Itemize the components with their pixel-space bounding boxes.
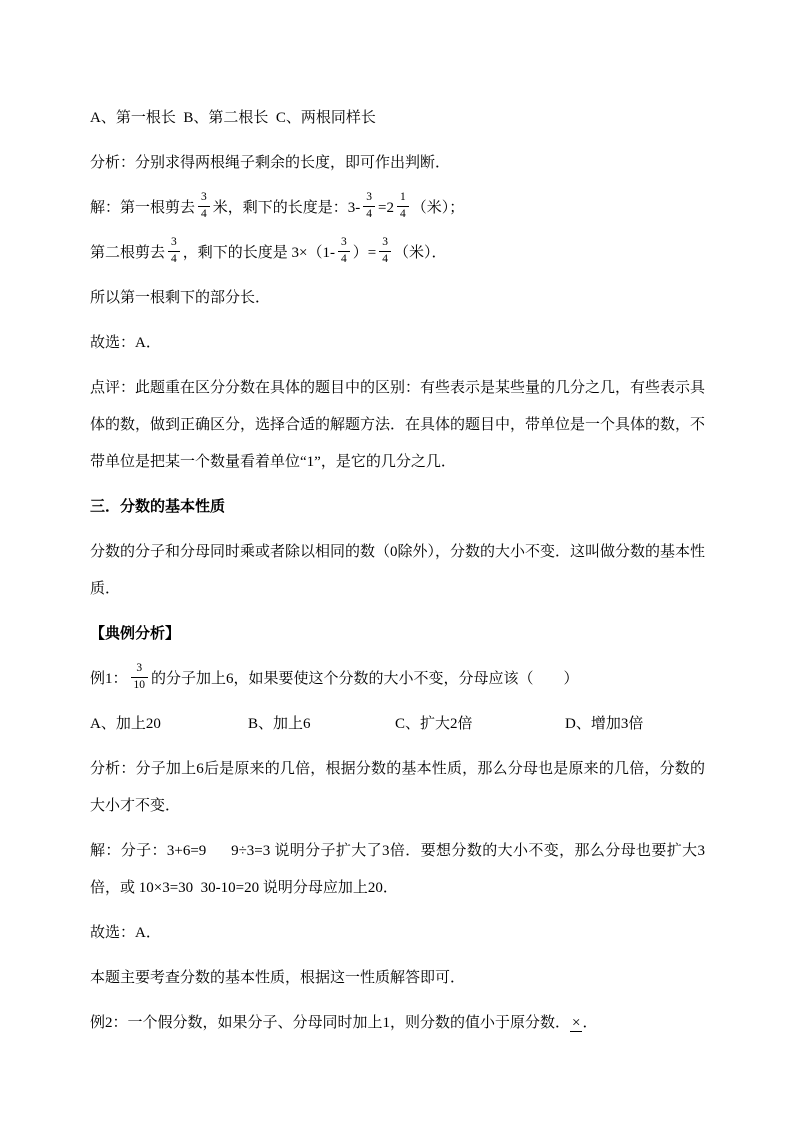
fraction-three-fourths <box>168 236 180 267</box>
denominator: 4 <box>201 208 207 221</box>
solution-paragraph-3: 解：分子：3+6=9 9÷3=3 说明分子扩大了3倍．要想分数的大小不变，那么分母也要扩大3倍，或 10×3=30 30-10=20 说明分母应加上20． <box>90 843 705 896</box>
answer-line-1: 故选：A． <box>90 335 161 351</box>
option-a: A、加上20 <box>90 716 161 732</box>
option-d: D、增加3倍 <box>565 716 644 732</box>
text-run: ． <box>582 1015 598 1031</box>
analysis-paragraph-2: 分析：分子加上6后是原来的几倍，根据分数的基本性质，那么分母也是原来的几倍，分数的大小才不变． <box>90 761 705 814</box>
comment-paragraph-1: 点评：此题重在区分分数在具体的题目中的区别：有些表示是某些量的几分之几，有些表示具体的数，做到正确区分，选择合适的解题方法．在具体的题目中，带单位是一个具体的数，不带单位是把某一个数量看着单位“1”，是它的几分之几． <box>90 380 706 470</box>
text-run: 解：第一根剪去 <box>90 200 196 216</box>
numerator: 3 <box>363 191 375 207</box>
conclusion-line: 所以第一根剩下的部分长． <box>90 290 271 306</box>
denominator: 4 <box>171 253 177 266</box>
fraction-three-fourths <box>379 236 391 267</box>
option-c: C、扩大2倍 <box>395 716 473 732</box>
answer-mark: × <box>572 1015 581 1031</box>
denominator: 4 <box>340 253 347 266</box>
option-b: B、加上6 <box>248 716 311 732</box>
fraction-three-tenths <box>131 662 149 693</box>
text-run: ）= <box>352 245 377 261</box>
section-heading: 三．分数的基本性质 <box>90 499 226 515</box>
example-1-line <box>90 661 705 698</box>
denominator: 4 <box>382 253 388 266</box>
numerator: 3 <box>131 662 149 678</box>
example-1-options-row <box>90 706 705 743</box>
numerator: 1 <box>397 191 409 207</box>
comment-paragraph-2: 本题主要考查分数的基本性质，根据这一性质解答即可． <box>90 970 466 986</box>
text-run: 的分子加上6，如果要使这个分数的大小不变，分母应该（ ） <box>151 671 579 687</box>
example-2-line <box>90 1005 705 1042</box>
text-run: （米）． <box>393 245 447 261</box>
text-run: 例2：一个假分数，如果分子、分母同时加上1，则分数的值小于原分数． <box>90 1015 571 1031</box>
text-run: 例1： <box>90 671 128 687</box>
numerator: 3 <box>168 236 180 252</box>
text-run: =2 <box>378 200 394 216</box>
denominator: 4 <box>399 208 406 221</box>
fraction-three-fourths <box>198 191 210 222</box>
text-run: 米，剩下的长度是：3- <box>212 200 361 216</box>
numerator: 3 <box>338 236 350 252</box>
fraction-three-fourths <box>363 191 375 222</box>
denominator: 4 <box>366 208 373 221</box>
example-analysis-header: 【典例分析】 <box>90 626 181 642</box>
text-run: ，剩下的长度是 3×（1- <box>182 245 335 261</box>
fraction-one-fourth <box>397 191 409 222</box>
fraction-three-fourths <box>338 236 350 267</box>
solution-line-2 <box>90 235 705 272</box>
analysis-paragraph-1: 分析：分别求得两根绳子剩余的长度，即可作出判断． <box>90 155 451 171</box>
numerator: 3 <box>198 191 210 207</box>
question-options-line: A、第一根长 B、第二根长 C、两根同样长 <box>90 110 376 126</box>
numerator: 3 <box>379 236 391 252</box>
section-intro-paragraph: 分数的分子和分母同时乘或者除以相同的数（0除外），分数的大小不变．这叫做分数的基本性质． <box>90 544 706 597</box>
solution-line-1 <box>90 190 705 227</box>
text-run: （米）； <box>411 200 465 216</box>
denominator: 10 <box>133 679 146 692</box>
text-run: 第二根剪去 <box>90 245 166 261</box>
answer-line-2: 故选：A． <box>90 925 161 941</box>
